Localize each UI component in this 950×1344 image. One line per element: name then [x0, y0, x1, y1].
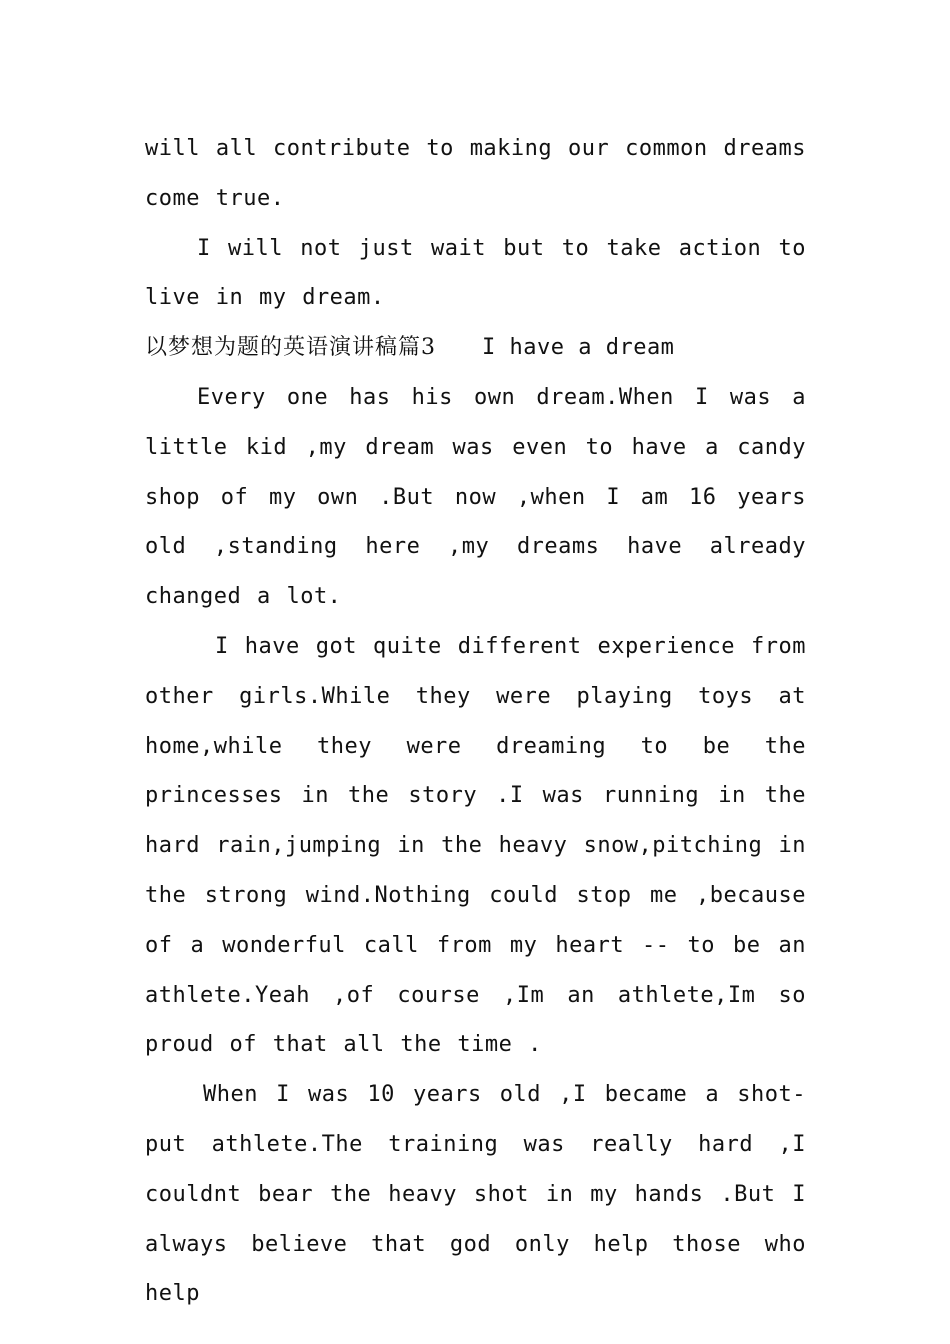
section-heading-subtitle: I have a dream — [482, 335, 675, 361]
paragraph-dream-intro: Every one has his own dream.When I was a little kid ,my dream was even to have a candy shop of my own .But now ,when I am 16 years old ,standing here ,my dreams have already changed a lot. — [145, 384, 806, 610]
paragraph-continuation: will all contribute to making our common dreams come true. — [145, 136, 806, 211]
paragraph-experience: I have got quite different experience from other girls.While they were playing toys at home,while they were dreaming to be the princesses in the story .I was running in the hard rain,jumping in the heavy snow,pitching in the strong wind.Nothing could stop me ,because of a wonderful call from my heart -- to be an athlete.Yeah ,of course ,Im an athlete,Im so proud of that all the time . — [145, 633, 806, 1058]
document-body — [145, 124, 806, 1319]
paragraph-training: When I was 10 years old ,I became a shot-put athlete.The training was really hard ,I couldnt bear the heavy shot in my hands .But I always believe that god only help those who help — [145, 1082, 806, 1307]
section-heading — [145, 323, 806, 373]
section-heading-cjk: 以梦想为题的英语演讲稿篇3 — [145, 335, 436, 361]
paragraph-action: I will not just wait but to take action to live in my dream. — [145, 235, 806, 311]
